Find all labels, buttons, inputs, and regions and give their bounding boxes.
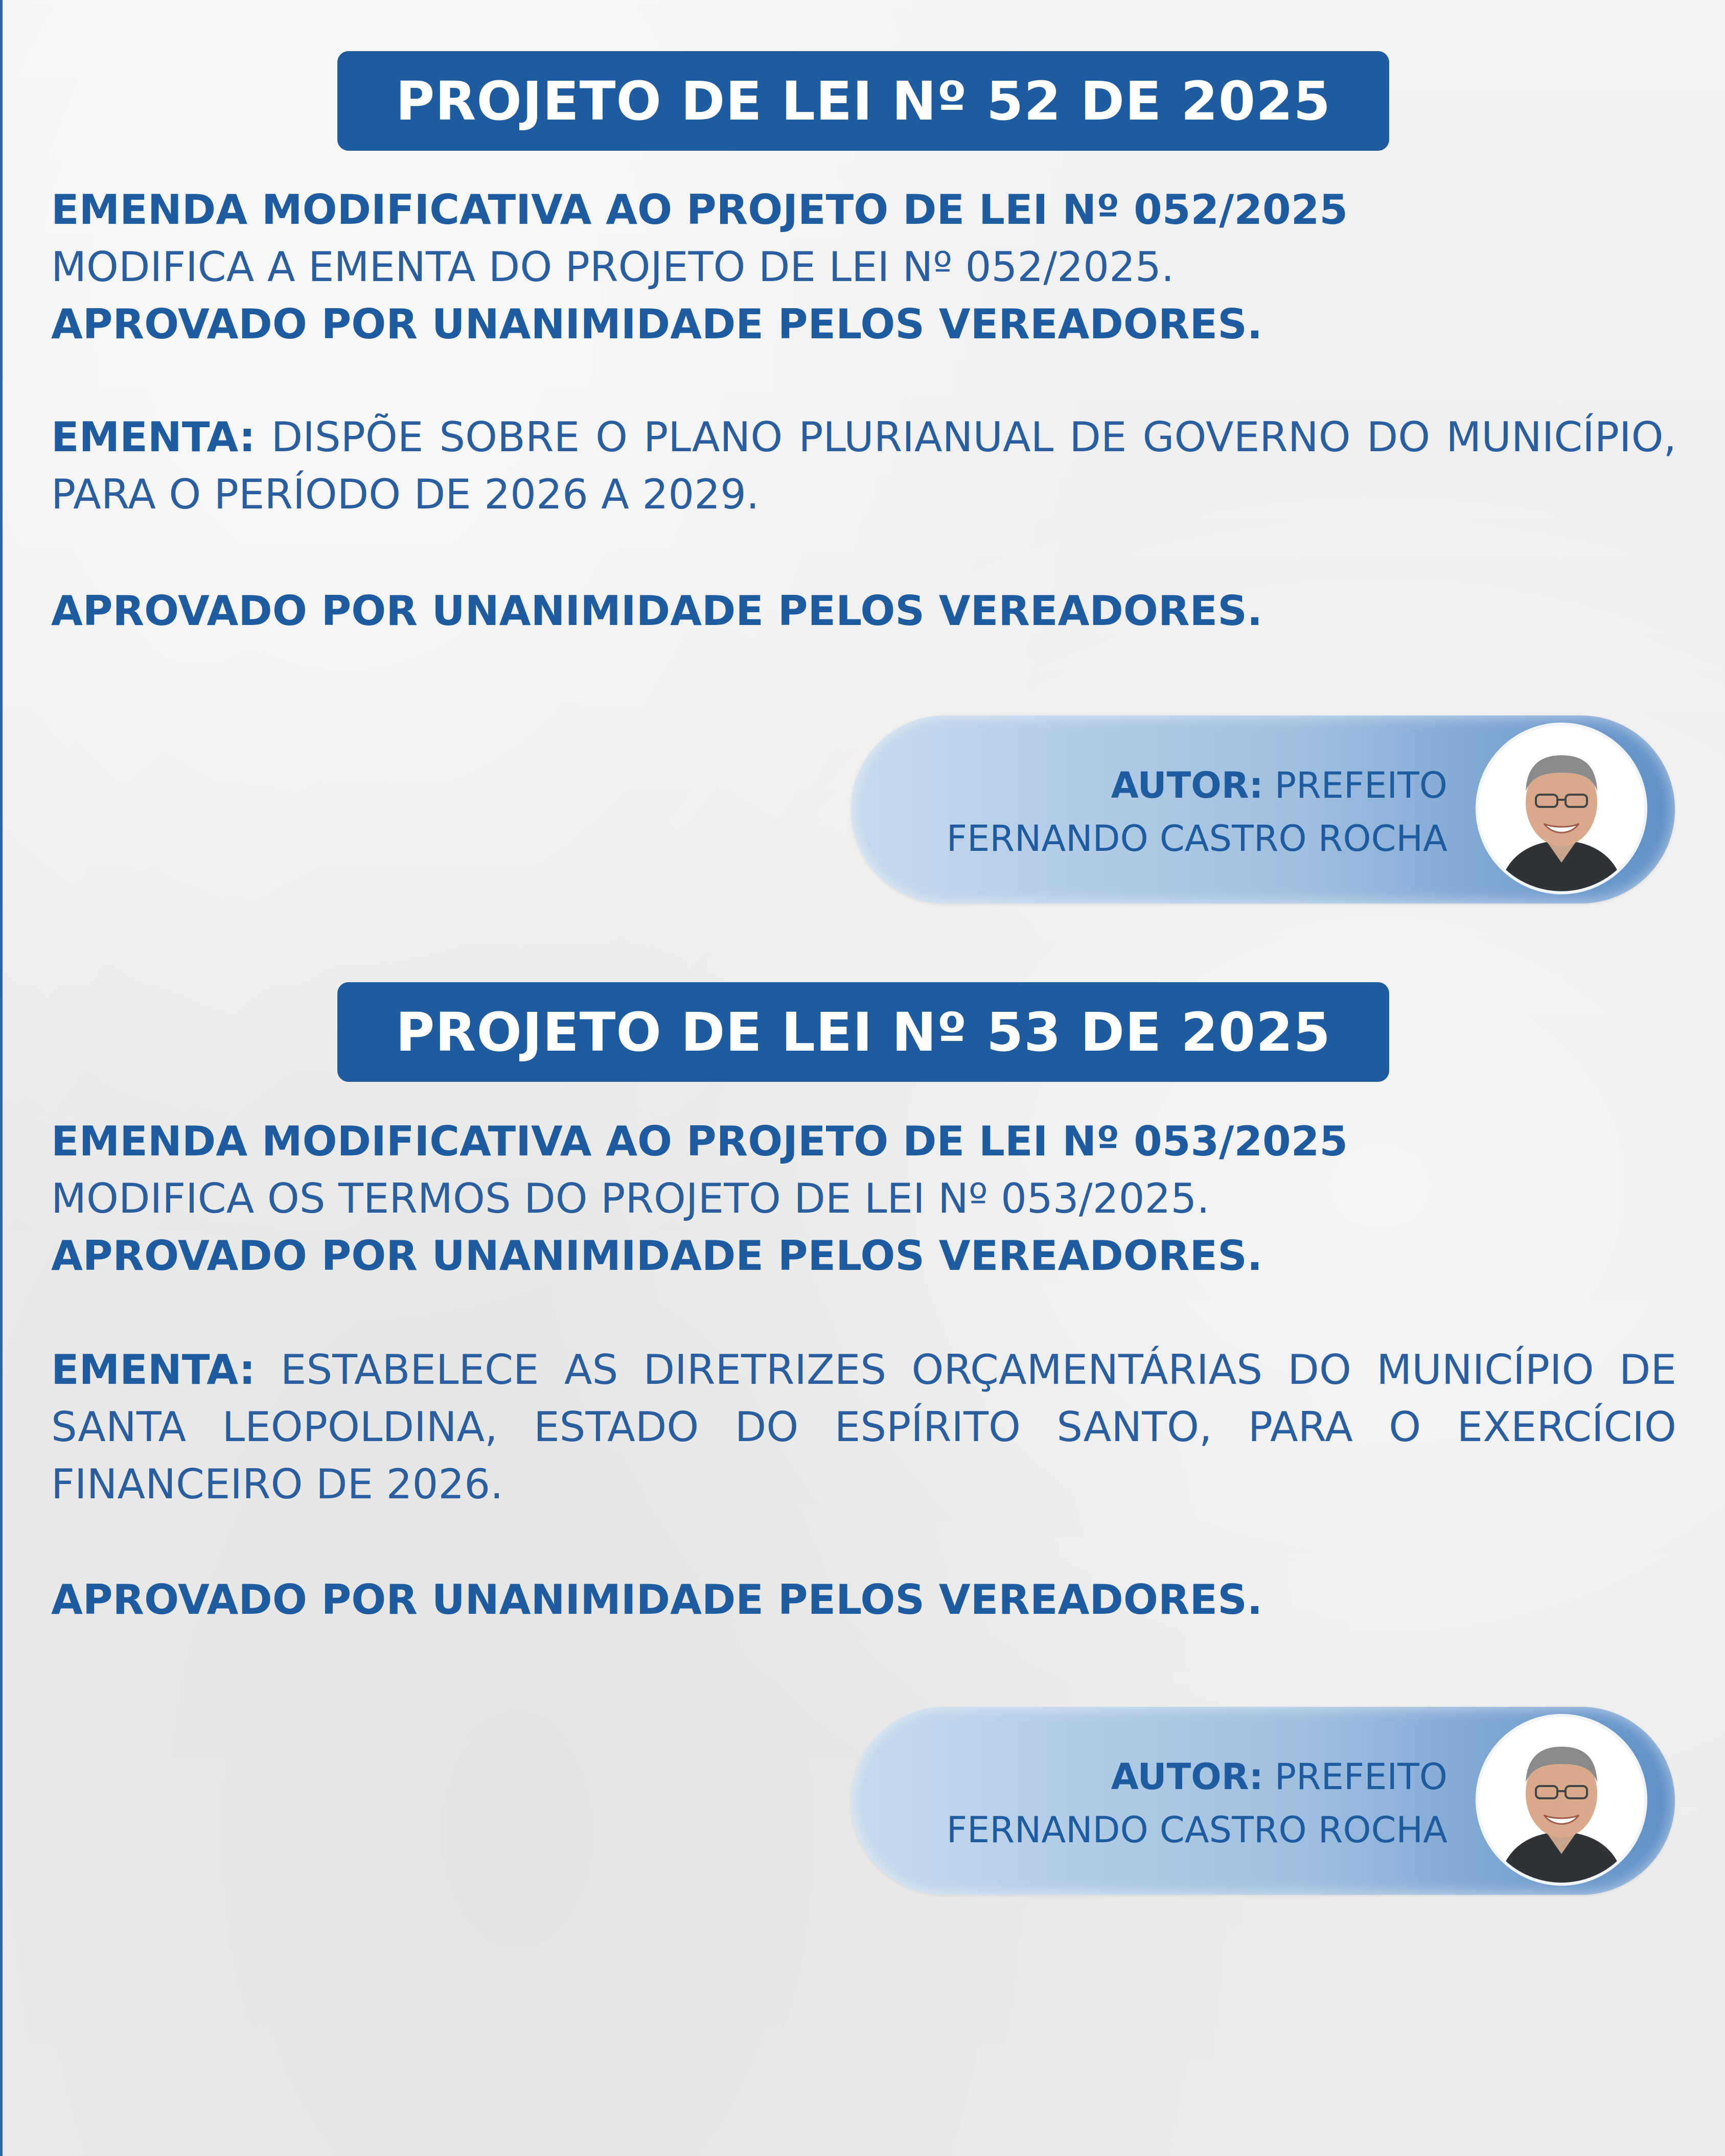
- project-title: PROJETO DE LEI Nº 53 DE 2025: [396, 1001, 1331, 1063]
- author-card: [851, 715, 1675, 903]
- author-name: FERNANDO CASTRO ROCHA: [946, 818, 1447, 860]
- author-name: FERNANDO CASTRO ROCHA: [946, 1809, 1447, 1851]
- project-title-banner: [337, 51, 1389, 151]
- amendment-block: [51, 181, 1676, 353]
- amendment-title: EMENDA MODIFICATIVA AO PROJETO DE LEI Nº 052/2025: [51, 186, 1348, 234]
- author-role: PREFEITO: [1274, 1756, 1447, 1798]
- author-avatar: [1479, 1717, 1644, 1883]
- author-text: [947, 1750, 1447, 1857]
- amendment-status: APROVADO POR UNANIMIDADE PELOS VEREADORES.: [51, 1232, 1263, 1280]
- ementa-text: ESTABELECE AS DIRETRIZES ORÇAMENTÁRIAS DO MUNICÍPIO DE SANTA LEOPOLDINA, ESTADO DO ESPÍRITO SANTO, PARA O EXERCÍCIO FINANCEIRO DE 2026.: [51, 1346, 1676, 1508]
- project-title: PROJETO DE LEI Nº 52 DE 2025: [396, 69, 1331, 132]
- author-card: [851, 1707, 1675, 1895]
- author-avatar: [1479, 726, 1644, 891]
- ementa-text: DISPÕE SOBRE O PLANO PLURIANUAL DE GOVERNO DO MUNICÍPIO, PARA O PERÍODO DE 2026 A 2029.: [51, 413, 1676, 518]
- ementa-label: EMENTA:: [51, 413, 256, 461]
- ementa-block: [51, 409, 1676, 523]
- amendment-description: MODIFICA A EMENTA DO PROJETO DE LEI Nº 052/2025.: [51, 243, 1175, 291]
- ementa-block: [51, 1341, 1676, 1513]
- amendment-title: EMENDA MODIFICATIVA AO PROJETO DE LEI Nº 053/2025: [51, 1118, 1348, 1165]
- project-title-banner: [337, 982, 1389, 1082]
- author-role: PREFEITO: [1274, 764, 1447, 806]
- amendment-block: [51, 1113, 1676, 1285]
- author-text: [947, 759, 1447, 865]
- final-status: APROVADO POR UNANIMIDADE PELOS VEREADORES.: [51, 1576, 1263, 1624]
- left-edge-stripe: [0, 0, 3, 2156]
- ementa-label: EMENTA:: [51, 1346, 256, 1394]
- author-label: AUTOR:: [1111, 1756, 1263, 1798]
- final-status: APROVADO POR UNANIMIDADE PELOS VEREADORES.: [51, 587, 1263, 635]
- amendment-status: APROVADO POR UNANIMIDADE PELOS VEREADORES.: [51, 300, 1263, 348]
- author-label: AUTOR:: [1111, 764, 1263, 806]
- amendment-description: MODIFICA OS TERMOS DO PROJETO DE LEI Nº 053/2025.: [51, 1175, 1210, 1222]
